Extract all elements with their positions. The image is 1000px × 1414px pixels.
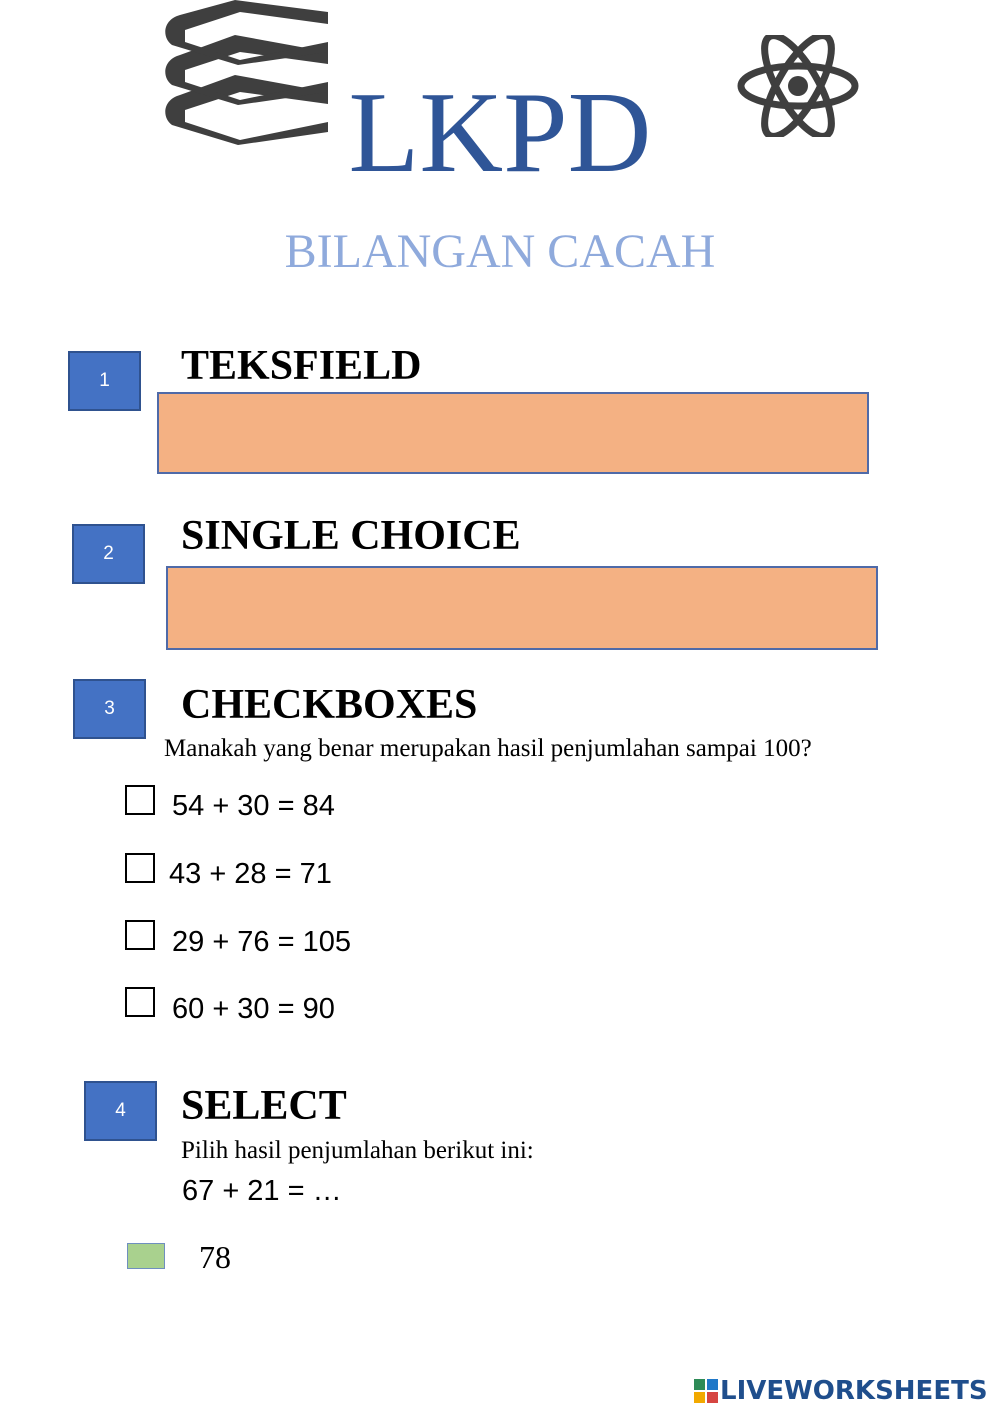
section-4-heading: SELECT — [181, 1083, 347, 1129]
liveworksheets-logo-text: LIVEWORKSHEETS — [720, 1376, 988, 1406]
checkbox-option-1-label: 54 + 30 = 84 — [172, 790, 335, 822]
checkbox-option-2[interactable] — [125, 853, 155, 883]
liveworksheets-logo — [694, 1374, 988, 1408]
section-1-number-badge: 1 — [68, 351, 141, 411]
checkbox-option-1[interactable] — [125, 785, 155, 815]
section-2-number-badge: 2 — [72, 524, 145, 584]
section-4-number-badge: 4 — [84, 1081, 157, 1141]
textfield-answer-box[interactable] — [157, 392, 869, 474]
section-3-number-badge: 3 — [73, 679, 146, 739]
section-3-heading: CHECKBOXES — [181, 682, 478, 728]
section-1-heading: TEKSFIELD — [181, 343, 422, 389]
select-problem: 67 + 21 = … — [182, 1175, 342, 1207]
single-choice-answer-box[interactable] — [166, 566, 878, 650]
section-2-heading: SINGLE CHOICE — [181, 513, 521, 559]
liveworksheets-mark-icon — [694, 1379, 718, 1403]
checkbox-option-4[interactable] — [125, 987, 155, 1017]
page-subtitle: BILANGAN CACAH — [284, 225, 716, 278]
checkbox-option-3[interactable] — [125, 920, 155, 950]
checkbox-option-4-label: 60 + 30 = 90 — [172, 993, 335, 1025]
checkbox-option-2-label: 43 + 28 = 71 — [169, 858, 332, 890]
select-dropdown[interactable] — [127, 1243, 165, 1269]
select-instruction: Pilih hasil penjumlahan berikut ini: — [181, 1137, 534, 1164]
checkbox-option-3-label: 29 + 76 = 105 — [172, 926, 351, 958]
select-value: 78 — [199, 1239, 231, 1275]
checkbox-question: Manakah yang benar merupakan hasil penjumlahan sampai 100? — [164, 735, 812, 762]
page-title: LKPD — [348, 69, 652, 197]
